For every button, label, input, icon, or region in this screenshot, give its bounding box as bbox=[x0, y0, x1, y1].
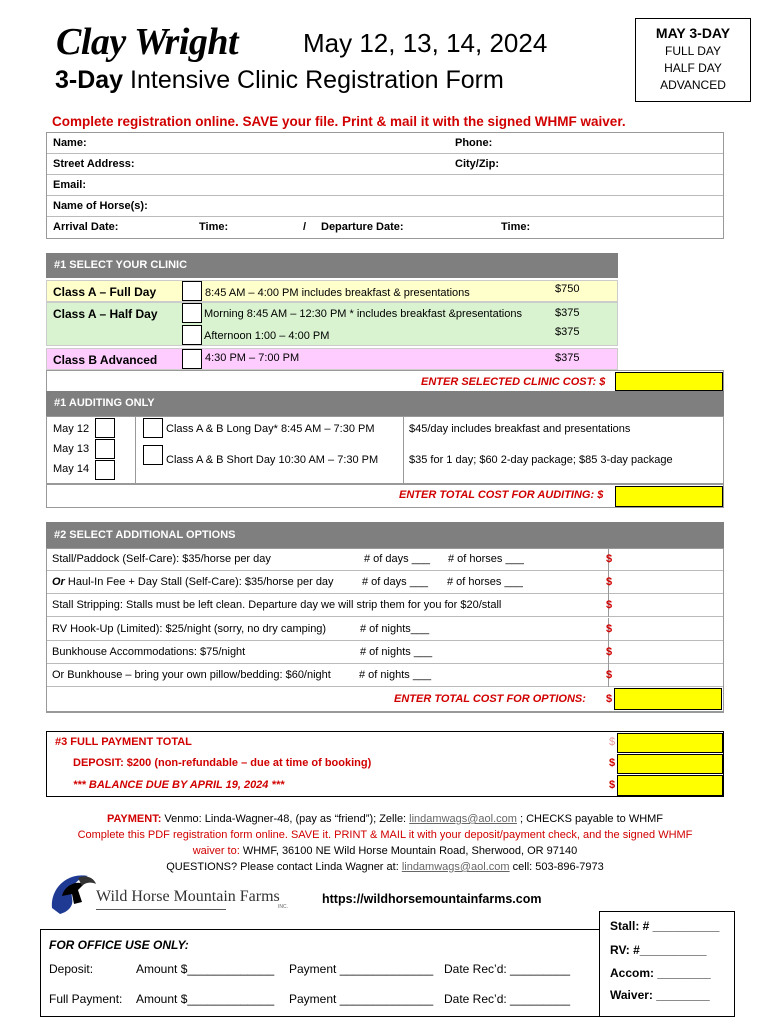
auditing-cost-input[interactable] bbox=[615, 486, 723, 507]
option-or: Or bbox=[52, 576, 65, 588]
option-horses-field[interactable]: # of horses ___ bbox=[448, 553, 524, 565]
clinic-price: $375 bbox=[555, 352, 580, 364]
audit-option-label: Class A & B Short Day 10:30 AM – 7:30 PM bbox=[166, 454, 379, 466]
option-label: Bunkhouse Accommodations: $75/night bbox=[52, 646, 246, 658]
mailing-address: WHMF, 36100 NE Wild Horse Mountain Road, Sherwood, OR 97140 bbox=[239, 845, 578, 857]
deposit-payment-field[interactable]: Payment ______________ bbox=[289, 962, 434, 976]
accom-field[interactable]: Accom: ________ bbox=[610, 966, 711, 980]
full-payment-label: #3 FULL PAYMENT TOTAL bbox=[55, 736, 192, 748]
cityzip-field-label[interactable]: City/Zip: bbox=[455, 158, 499, 170]
option-row bbox=[46, 641, 724, 664]
audit-day: May 12 bbox=[53, 423, 90, 435]
waiver-to-label: waiver to: bbox=[192, 845, 240, 857]
payment-checks: ; CHECKS payable to WHMF bbox=[516, 813, 664, 825]
may13-checkbox[interactable] bbox=[95, 439, 115, 459]
options-section-title: #2 SELECT ADDITIONAL OPTIONS bbox=[46, 522, 724, 548]
info-row bbox=[47, 217, 723, 238]
form-title bbox=[55, 66, 504, 95]
options-total-row bbox=[46, 687, 724, 712]
option-days-field[interactable]: # of days ___ bbox=[364, 553, 431, 565]
info-row bbox=[47, 154, 723, 175]
balance-due-label: *** BALANCE DUE BY APRIL 19, 2024 *** bbox=[73, 779, 285, 791]
option-row bbox=[46, 548, 724, 571]
questions-text: QUESTIONS? Please contact Linda Wagner at: bbox=[166, 861, 402, 873]
audit-option-price: $35 for 1 day; $60 2-day package; $85 3-day package bbox=[409, 454, 673, 466]
may-box-line: HALF DAY bbox=[664, 61, 722, 75]
clinic-section-header bbox=[46, 253, 618, 278]
option-row bbox=[46, 571, 724, 594]
audit-option-price: $45/day includes breakfast and presentations bbox=[409, 423, 631, 435]
total-dollar: $ bbox=[609, 736, 616, 748]
clinic-total-label: ENTER SELECTED CLINIC COST: $ bbox=[421, 376, 606, 388]
instruction-note: Complete registration online. SAVE your file. Print & mail it with the signed WHMF waiver. bbox=[52, 114, 626, 129]
option-dollar[interactable]: $ bbox=[606, 623, 613, 635]
clinic-section-title: #1 SELECT YOUR CLINIC bbox=[46, 253, 618, 278]
may-box-line: ADVANCED bbox=[660, 78, 726, 92]
divider bbox=[135, 417, 136, 483]
clinic-desc: 8:45 AM – 4:00 PM includes breakfast & presentations bbox=[205, 287, 470, 299]
option-label bbox=[52, 576, 334, 588]
long-day-checkbox[interactable] bbox=[143, 418, 163, 438]
website-link[interactable]: https://wildhorsemountainfarms.com bbox=[322, 892, 542, 906]
logo-suffix: INC. bbox=[278, 904, 288, 910]
deposit-date-field[interactable]: Date Rec’d: _________ bbox=[444, 962, 571, 976]
office-use-box bbox=[40, 929, 600, 1017]
clinic-label: Class A – Half Day bbox=[53, 307, 158, 321]
auditing-section-header bbox=[46, 391, 724, 416]
auditing-total-label: ENTER TOTAL COST FOR AUDITING: $ bbox=[399, 489, 604, 501]
option-dollar[interactable]: $ bbox=[606, 576, 613, 588]
clinic-price: $375 bbox=[555, 326, 580, 338]
info-row bbox=[47, 175, 723, 196]
option-nights-field[interactable]: # of nights___ bbox=[360, 623, 430, 635]
full-payment-label: Full Payment: bbox=[49, 992, 123, 1006]
slash-separator: / bbox=[303, 221, 307, 233]
divider bbox=[403, 417, 404, 483]
form-title-bold: 3-Day bbox=[55, 66, 124, 94]
clinic-desc: 4:30 PM – 7:00 PM bbox=[205, 352, 300, 364]
whmf-logo bbox=[48, 868, 308, 916]
advanced-checkbox[interactable] bbox=[182, 349, 202, 369]
clinic-dates: May 12, 13, 14, 2024 bbox=[303, 28, 548, 58]
contact-info-table bbox=[46, 132, 724, 239]
deposit-label: Deposit: bbox=[49, 962, 94, 976]
option-row bbox=[46, 664, 724, 687]
phone-field-label[interactable]: Phone: bbox=[455, 137, 493, 149]
name-field-label[interactable]: Name: bbox=[53, 137, 87, 149]
payment-label: PAYMENT: bbox=[106, 813, 162, 825]
rv-field[interactable]: RV: #__________ bbox=[610, 943, 707, 957]
short-day-checkbox[interactable] bbox=[143, 445, 163, 465]
may-box-line: FULL DAY bbox=[664, 44, 721, 58]
auditing-section-title: #1 AUDITING ONLY bbox=[46, 391, 724, 416]
contact-email-link[interactable]: lindamwags@aol.com bbox=[401, 861, 510, 873]
audit-day: May 14 bbox=[53, 463, 90, 475]
contact-cell: cell: 503-896-7973 bbox=[509, 861, 604, 873]
full-payment-field[interactable]: Payment ______________ bbox=[289, 992, 434, 1006]
options-total-label: ENTER TOTAL COST FOR OPTIONS: bbox=[394, 693, 586, 705]
may12-checkbox[interactable] bbox=[95, 418, 115, 438]
option-horses-field[interactable]: # of horses ___ bbox=[447, 576, 523, 588]
clinic-price: $375 bbox=[555, 307, 580, 319]
option-label: Stall/Paddock (Self-Care): $35/horse per day bbox=[52, 553, 271, 565]
horses-field-label[interactable]: Name of Horse(s): bbox=[53, 200, 148, 212]
clinic-total-row bbox=[46, 370, 724, 392]
may-box-title: MAY 3-DAY bbox=[655, 25, 731, 41]
horse-logo-icon bbox=[48, 868, 100, 916]
clinician-name: Clay Wright bbox=[56, 21, 239, 63]
auditing-total-row bbox=[46, 484, 724, 508]
clinic-row-advanced bbox=[46, 348, 618, 370]
info-row bbox=[47, 133, 723, 154]
full-amount-field[interactable]: Amount $_____________ bbox=[136, 992, 275, 1006]
clinic-label: Class A – Full Day bbox=[53, 285, 157, 299]
email-field-label[interactable]: Email: bbox=[53, 179, 87, 191]
arrival-time-label[interactable]: Time: bbox=[199, 221, 229, 233]
payment-total-box bbox=[46, 731, 724, 797]
payment-info-line3 bbox=[52, 843, 718, 859]
full-date-field[interactable]: Date Rec’d: _________ bbox=[444, 992, 571, 1006]
deposit-dollar: $ bbox=[609, 757, 616, 769]
stall-field[interactable]: Stall: # __________ bbox=[610, 919, 720, 933]
auditing-body bbox=[46, 416, 724, 484]
full-day-checkbox[interactable] bbox=[182, 281, 202, 301]
clinic-price: $750 bbox=[555, 283, 580, 295]
options-total-dollar: $ bbox=[606, 693, 613, 705]
office-side-box bbox=[599, 911, 735, 1017]
balance-input[interactable] bbox=[617, 775, 723, 796]
option-label: Stall Stripping: Stalls must be left clean. Departure day we will strip them for you for $20/stall bbox=[52, 599, 502, 611]
half-day-afternoon-checkbox[interactable] bbox=[182, 325, 202, 345]
options-section-header bbox=[46, 522, 724, 548]
option-label: Or Bunkhouse – bring your own pillow/bedding: $60/night bbox=[52, 669, 331, 681]
clinic-label: Class B Advanced bbox=[53, 353, 158, 367]
may-3day-box bbox=[635, 18, 751, 102]
option-label-text: Haul-In Fee + Day Stall (Self-Care): $35/horse per day bbox=[64, 576, 334, 588]
total-payment-input[interactable] bbox=[617, 733, 723, 753]
option-dollar[interactable]: $ bbox=[606, 553, 613, 565]
option-nights-field[interactable]: # of nights ___ bbox=[359, 669, 432, 681]
office-title: FOR OFFICE USE ONLY: bbox=[49, 938, 189, 952]
clinic-row-half-day bbox=[46, 302, 618, 346]
zelle-email-link[interactable]: lindamwags@aol.com bbox=[409, 813, 517, 825]
clinic-row-full-day bbox=[46, 280, 618, 302]
street-field-label[interactable]: Street Address: bbox=[53, 158, 135, 170]
departure-time-label[interactable]: Time: bbox=[501, 221, 531, 233]
form-title-rest: Intensive Clinic Registration Form bbox=[123, 66, 504, 94]
may14-checkbox[interactable] bbox=[95, 460, 115, 480]
option-days-field[interactable]: # of days ___ bbox=[362, 576, 429, 588]
payment-info-line2: Complete this PDF registration form online. SAVE it. PRINT & MAIL it with your deposit/payment check, and the signed WHMF bbox=[77, 829, 693, 841]
clinic-cost-input[interactable] bbox=[615, 372, 723, 391]
payment-venmo: Venmo: Linda-Wagner-48, (pay as “friend”); Zelle: bbox=[161, 813, 410, 825]
audit-day: May 13 bbox=[53, 443, 90, 455]
clinic-desc: Afternoon 1:00 – 4:00 PM bbox=[204, 330, 330, 342]
half-day-morning-checkbox[interactable] bbox=[182, 303, 202, 323]
logo-text: Wild Horse Mountain Farms bbox=[96, 888, 280, 905]
departure-field-label[interactable]: Departure Date: bbox=[321, 221, 404, 233]
payment-info-line1 bbox=[52, 811, 718, 827]
audit-option-label: Class A & B Long Day* 8:45 AM – 7:30 PM bbox=[166, 423, 375, 435]
info-row bbox=[47, 196, 723, 217]
option-label: RV Hook-Up (Limited): $25/night (sorry, no dry camping) bbox=[52, 623, 327, 635]
option-dollar[interactable]: $ bbox=[606, 646, 613, 658]
clinic-desc: Morning 8:45 AM – 12:30 PM * includes breakfast &presentations bbox=[204, 308, 522, 320]
deposit-input[interactable] bbox=[617, 754, 723, 774]
arrival-field-label[interactable]: Arrival Date: bbox=[53, 221, 119, 233]
logo-underline bbox=[96, 909, 226, 910]
waiver-field[interactable]: Waiver: ________ bbox=[610, 988, 710, 1002]
option-row bbox=[46, 594, 724, 617]
option-dollar[interactable]: $ bbox=[606, 669, 613, 681]
deposit-label: DEPOSIT: $200 (non-refundable – due at time of booking) bbox=[73, 757, 372, 769]
deposit-amount-field[interactable]: Amount $_____________ bbox=[136, 962, 275, 976]
option-dollar[interactable]: $ bbox=[606, 599, 613, 611]
option-nights-field[interactable]: # of nights ___ bbox=[360, 646, 433, 658]
options-cost-input[interactable] bbox=[614, 688, 722, 710]
option-row bbox=[46, 618, 724, 641]
balance-dollar: $ bbox=[609, 779, 616, 791]
